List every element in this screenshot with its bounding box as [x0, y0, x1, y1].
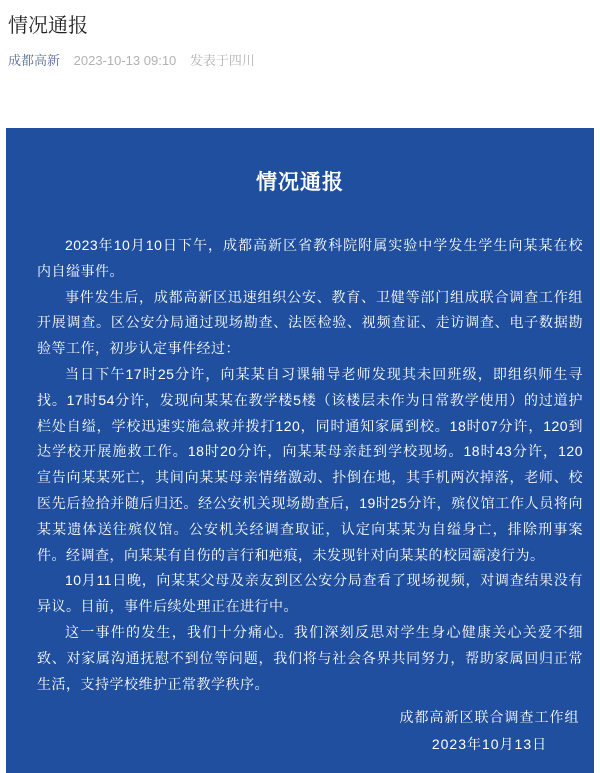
notice-paragraph	[37, 285, 583, 362]
paragraph-line: 这一事件的发生，我们十分痛心。我们深刻反思对学生身心健康关心关爱不细	[65, 623, 583, 640]
article-title: 情况通报	[8, 15, 88, 37]
paragraph-line: 10月11日晚，向某某父母及亲友到区公安分局查看了现场视频，对调查结果没有	[65, 572, 583, 589]
paragraph-line: 当日下午17时25分许，向某某自习课辅导老师发现其未回班级，即组织师生寻	[65, 365, 583, 382]
notice-paragraph	[37, 568, 583, 620]
notice-paragraph	[37, 233, 583, 285]
signature-date: 2023年10月13日	[431, 736, 548, 752]
paragraph-line: 生活，支持学校维护正常教学秩序。	[37, 675, 269, 692]
paragraph-line: 2023年10月10日下午，成都高新区省教科院附属实验中学发生学生向某某在校	[65, 237, 583, 253]
paragraph-line: 医先后捡拾并随后归还。经公安机关现场勘查后，19时25分许，殡仪馆工作人员将向	[37, 494, 583, 511]
paragraph-line: 找。17时54分许，发现向某某在教学楼5楼（该楼层未作为日常教学使用）的过道护	[37, 391, 583, 408]
paragraph-line: 件。经调查，向某某有自伤的言行和疤痕，未发现针对向某某的校园霸凌行为。	[37, 546, 545, 563]
paragraph-line: 异议。目前，事件后续处理正在进行中。	[37, 598, 298, 615]
paragraph-line: 内自缢事件。	[37, 262, 124, 279]
paragraph-line: 致、对家属沟通抚慰不到位等问题，我们将与社会各界共同努力，帮助家属回归正常	[37, 649, 583, 666]
publish-location: 发表于四川	[189, 53, 255, 68]
paragraph-line: 开展调查。区公安分局通过现场勘查、法医检验、视频查证、走访调查、电子数据勘	[37, 314, 583, 331]
paragraph-line: 验等工作，初步认定事件经过：	[37, 340, 240, 357]
notice-body	[37, 233, 583, 697]
publish-time: 2023-10-13 09:10	[73, 53, 177, 68]
article-meta	[8, 52, 255, 70]
notice-title: 情况通报	[256, 171, 344, 194]
paragraph-line: 某某遗体送往殡仪馆。公安机关经调查取证，认定向某某为自缢身亡，排除刑事案	[37, 520, 583, 537]
notice-paragraph	[37, 362, 583, 568]
signature-organization: 成都高新区联合调查工作组	[399, 709, 580, 725]
paragraph-line: 达学校开展施救工作。18时20分许，向某某母亲赶到学校现场。18时43分许，120	[37, 443, 583, 460]
paragraph-line: 事件发生后，成都高新区迅速组织公安、教育、卫健等部门组成联合调查工作组	[65, 288, 583, 305]
paragraph-line: 栏处自缢，学校迅速实施急救并拨打120，同时通知家属到校。18时07分许，120到	[37, 417, 583, 434]
notice-paragraph	[37, 620, 583, 697]
notice-image[interactable]	[6, 128, 594, 773]
notice-signature	[399, 704, 580, 758]
paragraph-line: 宣告向某某死亡，其间向某某母亲情绪激动、扑倒在地，其手机两次掉落，老师、校	[37, 469, 583, 486]
account-name-link[interactable]: 成都高新	[8, 53, 61, 68]
